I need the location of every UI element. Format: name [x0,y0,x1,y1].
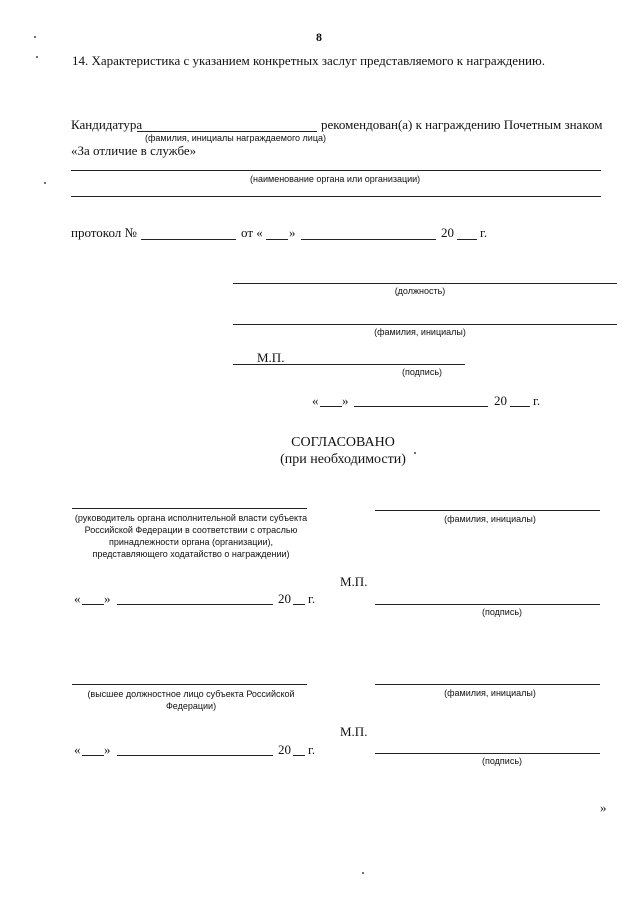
signer-name-line [233,324,617,325]
protocol-number-line [141,239,236,240]
signature-caption: (подпись) [401,367,443,377]
approver1-stamp: М.П. [340,574,368,589]
approver2-month-line [117,755,273,756]
approver2-name-line [375,684,600,685]
sig-year-suffix: г. [533,393,541,408]
candidate-name-line [137,131,317,132]
approval-subtitle: (при необходимости) [280,452,406,467]
approver2-year-suffix: г. [308,742,316,757]
approver2-name-caption: (фамилия, инициалы) [444,688,536,698]
approver1-year-suffix: г. [308,591,316,606]
approver1-signature-line [375,604,600,605]
approver2-year-line [293,755,305,756]
section-14-title: 14. Характеристика с указанием конкретных заслуг представляемого к награждению. [72,53,545,68]
protocol-year-suffix: г. [480,225,488,240]
protocol-day-line [266,239,288,240]
approver2-year-prefix: 20 [278,742,291,757]
protocol-month-line [301,239,436,240]
approver1-day-line [82,604,104,605]
org-line-2 [71,196,601,197]
protocol-year-line [457,239,477,240]
protocol-label: протокол № [71,225,137,240]
approver1-date-close: » [104,591,111,606]
sig-day-line [320,406,342,407]
scan-speck [34,36,36,38]
approver2-position-line [72,684,307,685]
signature-line [233,364,465,365]
sig-date-close: » [342,393,349,408]
sig-month-line [354,406,488,407]
scan-speck [362,872,364,874]
candidate-label: Кандидатура [71,117,143,132]
approver2-date-close: » [104,742,111,757]
approver2-date-open: « [74,742,81,757]
approver1-caption: (руководитель органа исполнительной власти субъекта Российской Федерации в соответствии с отраслью принадлежности органа (организации), представляющего ходатайство о награждении) [74,513,308,559]
stamp-label: М.П. [257,350,285,365]
position-caption: (должность) [394,286,446,296]
scan-speck [36,56,38,58]
protocol-from: от « [241,225,263,240]
approval-title: СОГЛАСОВАНО [291,435,395,450]
approver1-position-line [72,508,307,509]
approver1-name-caption: (фамилия, инициалы) [444,514,536,524]
approver2-signature-line [375,753,600,754]
candidate-name-caption: (фамилия, инициалы награждаемого лица) [145,133,326,143]
approver1-year-prefix: 20 [278,591,291,606]
sig-year-prefix: 20 [494,393,507,408]
org-caption: (наименование органа или организации) [250,174,421,184]
approver2-caption: (высшее должностное лицо субъекта Российской Федерации) [87,689,295,711]
signer-name-caption: (фамилия, инициалы) [374,327,466,337]
approver1-month-line [117,604,273,605]
sig-year-line [510,406,530,407]
approver2-day-line [82,755,104,756]
closing-quote: » [600,800,607,815]
approver1-date-open: « [74,591,81,606]
approver1-year-line [293,604,305,605]
protocol-year-prefix: 20 [441,225,454,240]
award-name: «За отличие в службе» [71,143,197,158]
approver1-signature-caption: (подпись) [481,607,523,617]
page-number: 8 [316,30,322,44]
protocol-close-quote: » [289,225,296,240]
position-line [233,283,617,284]
approver2-signature-caption: (подпись) [481,756,523,766]
approver1-name-line [375,510,600,511]
scan-speck [44,182,46,184]
sig-date-open: « [312,393,319,408]
org-line-1 [71,170,601,171]
recommended-text: рекомендован(а) к награждению Почетным знаком [321,117,603,132]
approver2-stamp: М.П. [340,724,368,739]
